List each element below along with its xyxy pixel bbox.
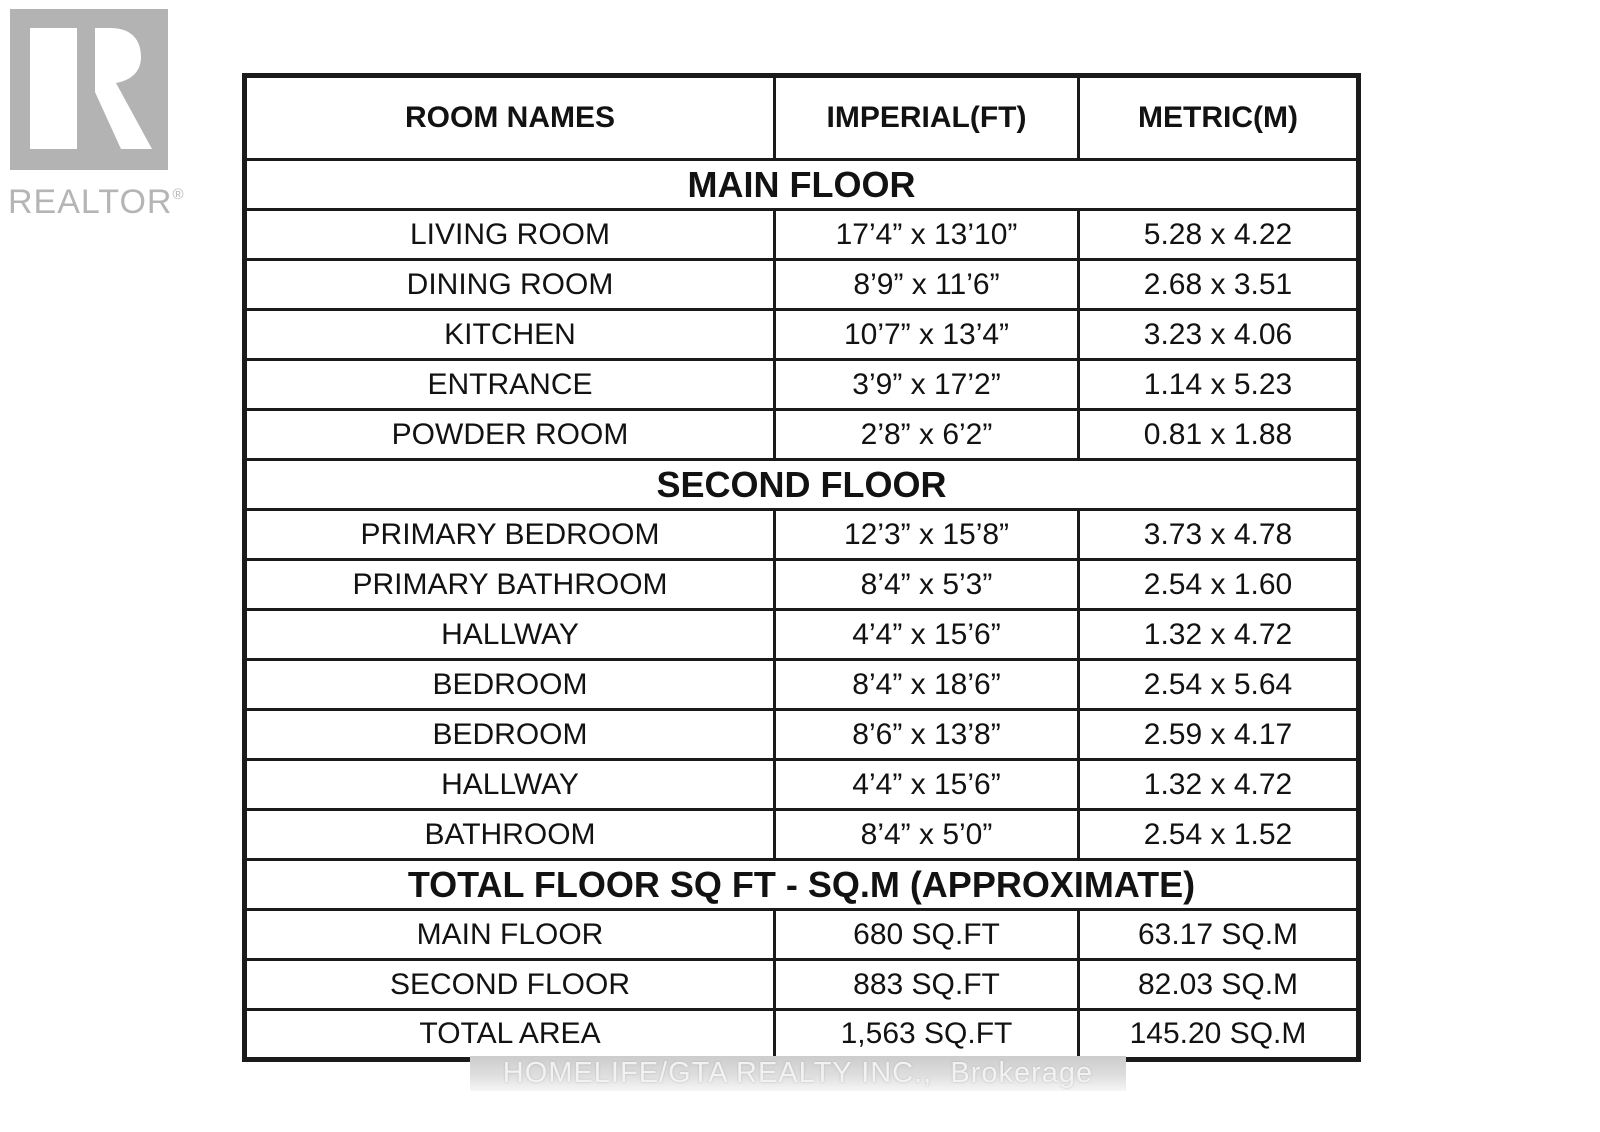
column-header-room-names: ROOM NAMES [245, 76, 775, 160]
metric-cell: 1.32 x 4.72 [1079, 760, 1359, 810]
section-header-totals [245, 860, 1359, 910]
row-hallway-2 [245, 760, 1359, 810]
metric-cell: 1.32 x 4.72 [1079, 610, 1359, 660]
imperial-cell: 17’4” x 13’10” [775, 210, 1079, 260]
room-name-cell: BATHROOM [245, 810, 775, 860]
imperial-cell: 10’7” x 13’4” [775, 310, 1079, 360]
imperial-cell: 680 SQ.FT [775, 910, 1079, 960]
room-dimensions-table [242, 73, 1361, 1062]
room-name-cell: BEDROOM [245, 710, 775, 760]
realtor-logo [10, 9, 210, 222]
room-name-cell: POWDER ROOM [245, 410, 775, 460]
room-name-cell: DINING ROOM [245, 260, 775, 310]
realtor-r-icon [10, 9, 168, 170]
room-name-cell: ENTRANCE [245, 360, 775, 410]
row-bathroom [245, 810, 1359, 860]
row-total-main-floor [245, 910, 1359, 960]
column-header-imperial: IMPERIAL(FT) [775, 76, 1079, 160]
row-primary-bathroom [245, 560, 1359, 610]
room-name-cell: HALLWAY [245, 610, 775, 660]
column-header-metric: METRIC(M) [1079, 76, 1359, 160]
room-name-cell: HALLWAY [245, 760, 775, 810]
imperial-cell: 3’9” x 17’2” [775, 360, 1079, 410]
metric-cell: 2.54 x 1.60 [1079, 560, 1359, 610]
room-name-cell: TOTAL AREA [245, 1010, 775, 1060]
imperial-cell: 4’4” x 15’6” [775, 610, 1079, 660]
row-primary-bedroom [245, 510, 1359, 560]
metric-cell: 2.54 x 1.52 [1079, 810, 1359, 860]
metric-cell: 2.54 x 5.64 [1079, 660, 1359, 710]
metric-cell: 2.68 x 3.51 [1079, 260, 1359, 310]
room-name-cell: PRIMARY BATHROOM [245, 560, 775, 610]
brokerage-watermark: HOMELIFE/GTA REALTY INC., Brokerage [470, 1056, 1126, 1091]
imperial-cell: 8’6” x 13’8” [775, 710, 1079, 760]
imperial-cell: 4’4” x 15’6” [775, 760, 1079, 810]
room-name-cell: BEDROOM [245, 660, 775, 710]
metric-cell: 1.14 x 5.23 [1079, 360, 1359, 410]
realtor-wordmark: REALTOR® [8, 183, 184, 221]
room-name-cell: KITCHEN [245, 310, 775, 360]
imperial-cell: 8’4” x 5’3” [775, 560, 1079, 610]
room-name-cell: MAIN FLOOR [245, 910, 775, 960]
section-title: SECOND FLOOR [245, 460, 1359, 510]
row-dining-room [245, 260, 1359, 310]
metric-cell: 5.28 x 4.22 [1079, 210, 1359, 260]
metric-cell: 82.03 SQ.M [1079, 960, 1359, 1010]
room-name-cell: PRIMARY BEDROOM [245, 510, 775, 560]
room-name-cell: SECOND FLOOR [245, 960, 775, 1010]
metric-cell: 3.23 x 4.06 [1079, 310, 1359, 360]
imperial-cell: 1,563 SQ.FT [775, 1010, 1079, 1060]
metric-cell: 0.81 x 1.88 [1079, 410, 1359, 460]
row-bedroom-2 [245, 710, 1359, 760]
row-bedroom-1 [245, 660, 1359, 710]
imperial-cell: 8’4” x 5’0” [775, 810, 1079, 860]
row-powder-room [245, 410, 1359, 460]
metric-cell: 3.73 x 4.78 [1079, 510, 1359, 560]
section-title: MAIN FLOOR [245, 160, 1359, 210]
section-header-second-floor [245, 460, 1359, 510]
section-header-main-floor [245, 160, 1359, 210]
row-entrance [245, 360, 1359, 410]
imperial-cell: 883 SQ.FT [775, 960, 1079, 1010]
imperial-cell: 8’9” x 11’6” [775, 260, 1079, 310]
row-total-area [245, 1010, 1359, 1060]
imperial-cell: 8’4” x 18’6” [775, 660, 1079, 710]
row-living-room [245, 210, 1359, 260]
room-name-cell: LIVING ROOM [245, 210, 775, 260]
registered-trademark-symbol: ® [172, 186, 184, 203]
imperial-cell: 12’3” x 15’8” [775, 510, 1079, 560]
row-total-second-floor [245, 960, 1359, 1010]
table-header-row [245, 76, 1359, 160]
section-title: TOTAL FLOOR SQ FT - SQ.M (APPROXIMATE) [245, 860, 1359, 910]
row-kitchen [245, 310, 1359, 360]
metric-cell: 2.59 x 4.17 [1079, 710, 1359, 760]
imperial-cell: 2’8” x 6’2” [775, 410, 1079, 460]
metric-cell: 63.17 SQ.M [1079, 910, 1359, 960]
metric-cell: 145.20 SQ.M [1079, 1010, 1359, 1060]
row-hallway-1 [245, 610, 1359, 660]
